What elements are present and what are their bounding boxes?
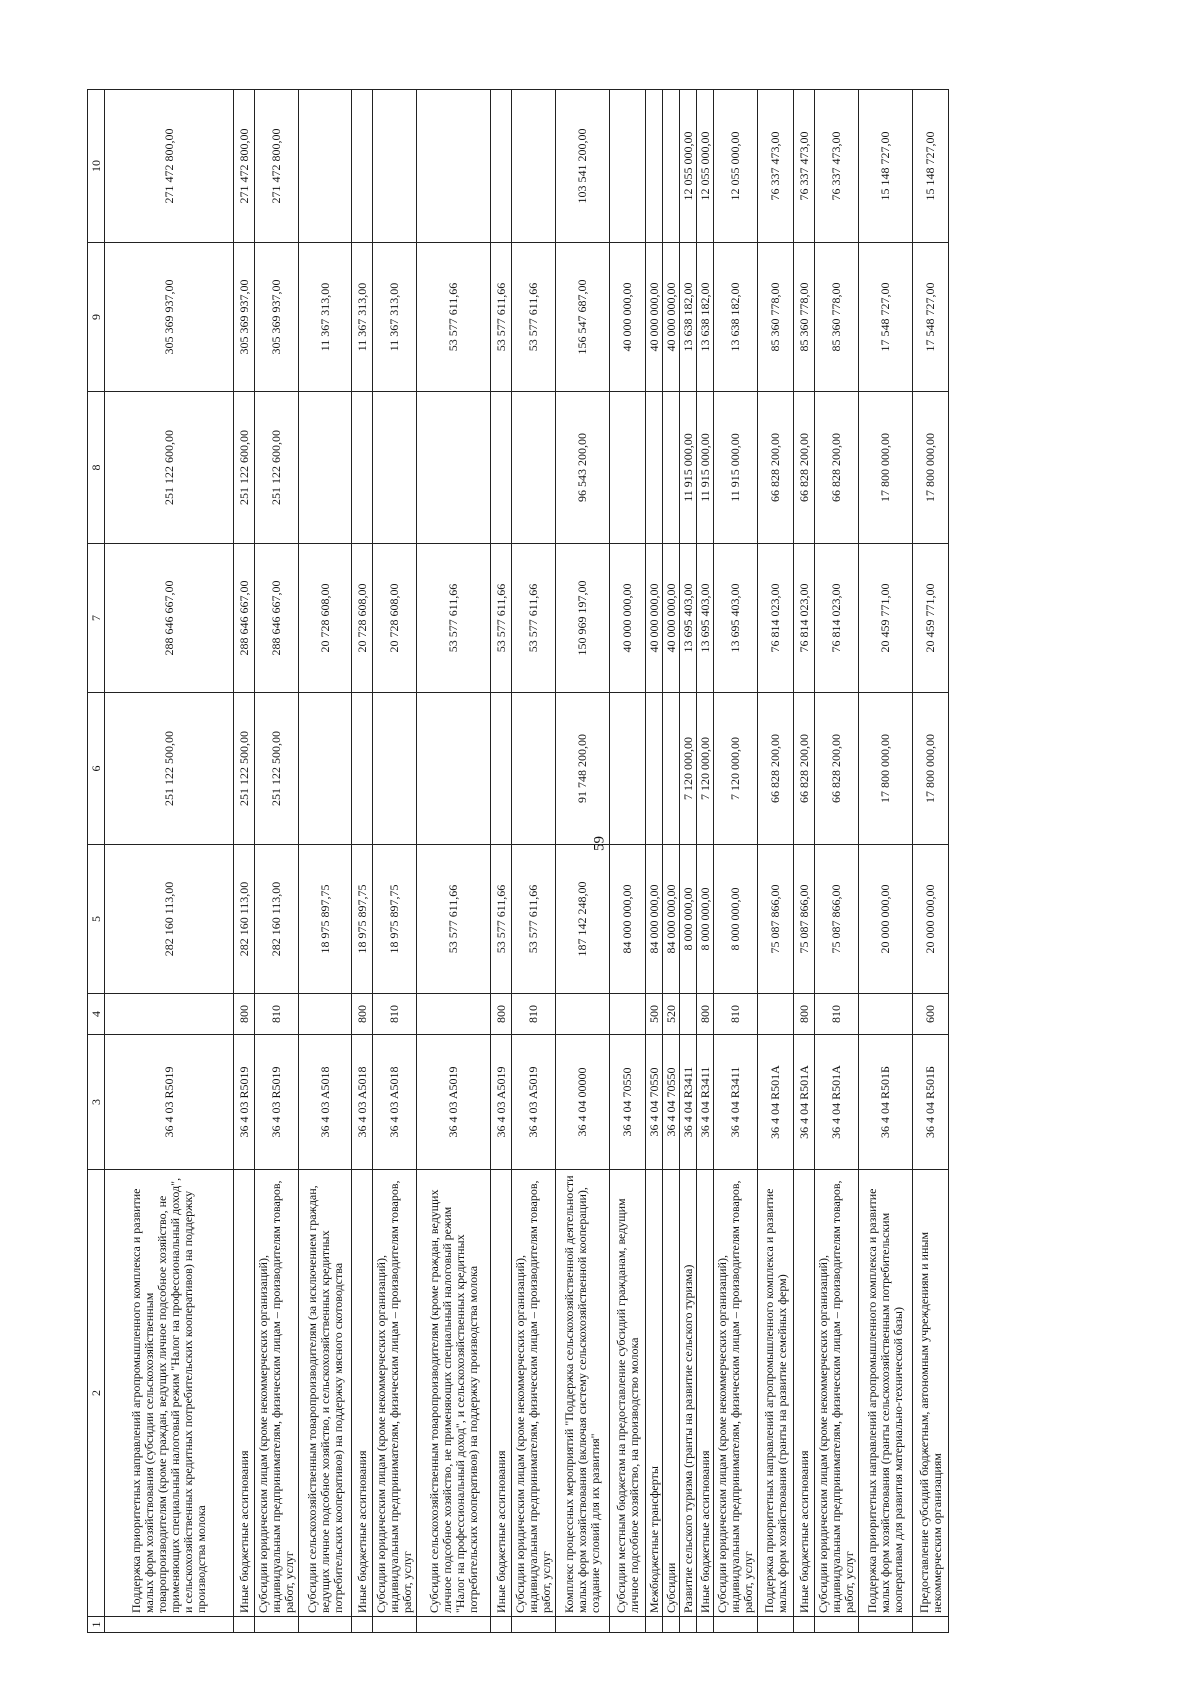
- row-expense-type: 600: [913, 994, 949, 1035]
- table-row: [417, 90, 491, 1633]
- header-cell: 6: [88, 693, 105, 845]
- row-value-col5: 18 975 897,75: [299, 845, 352, 994]
- row-description: Субсидии юридическим лицам (кроме некоммерческих организаций), индивидуальным предпринимателям, физическим лицам – производителям товаров, работ, услуг: [373, 1170, 417, 1617]
- row-description: Поддержка приоритетных направлений агропромышленного комплекса и развитие малых форм хозяйствования (гранты сельскохозяйственным потребительским кооперативам для развития материально-технической базы): [859, 1170, 913, 1617]
- row-value-col6: 251 122 500,00: [105, 693, 234, 845]
- row-description: Субсидии юридическим лицам (кроме некоммерческих организаций), индивидуальным предпринимателям, физическим лицам – производителям товаров, работ, услуг: [512, 1170, 556, 1617]
- row-value-col10: [417, 90, 491, 243]
- row-value-col7: 40 000 000,00: [610, 544, 646, 693]
- row-budget-code: 36 4 04 70550: [663, 1035, 680, 1170]
- row-value-col10: [663, 90, 680, 243]
- row-value-col10: 12 055 000,00: [714, 90, 758, 243]
- row-value-col7: 288 646 667,00: [234, 544, 255, 693]
- row-value-col9: 11 367 313,00: [299, 243, 352, 392]
- row-budget-code: 36 4 03 R5019: [255, 1035, 299, 1170]
- row-budget-code: 36 4 04 R501A: [794, 1035, 815, 1170]
- row-value-col8: 11 915 000,00: [697, 392, 714, 544]
- row-description: Иные бюджетные ассигнования: [234, 1170, 255, 1617]
- row-value-col5: 8 000 000,00: [680, 845, 697, 994]
- row-value-col10: 103 541 200,00: [556, 90, 610, 243]
- row-index-cell: [646, 1617, 663, 1633]
- row-index-cell: [714, 1617, 758, 1633]
- row-value-col8: 251 122 600,00: [234, 392, 255, 544]
- row-value-col8: [299, 392, 352, 544]
- row-expense-type: 520: [663, 994, 680, 1035]
- row-value-col8: 17 800 000,00: [859, 392, 913, 544]
- row-value-col7: 53 577 611,66: [417, 544, 491, 693]
- row-value-col7: 76 814 023,00: [794, 544, 815, 693]
- row-value-col9: 13 638 182,00: [697, 243, 714, 392]
- row-value-col7: 13 695 403,00: [680, 544, 697, 693]
- row-description: Развитие сельского туризма (гранты на развитие сельского туризма): [680, 1170, 697, 1617]
- row-description: Иные бюджетные ассигнования: [794, 1170, 815, 1617]
- budget-table: [87, 89, 949, 1633]
- row-expense-type: 800: [352, 994, 373, 1035]
- row-budget-code: 36 4 03 A5018: [299, 1035, 352, 1170]
- row-value-col8: [352, 392, 373, 544]
- row-value-col5: 84 000 000,00: [663, 845, 680, 994]
- row-expense-type: [417, 994, 491, 1035]
- row-value-col5: 20 000 000,00: [913, 845, 949, 994]
- row-value-col10: 76 337 473,00: [758, 90, 794, 243]
- row-budget-code: 36 4 04 70550: [646, 1035, 663, 1170]
- row-value-col10: [352, 90, 373, 243]
- row-value-col9: 13 638 182,00: [680, 243, 697, 392]
- header-cell: 9: [88, 243, 105, 392]
- row-expense-type: [680, 994, 697, 1035]
- row-value-col5: 18 975 897,75: [352, 845, 373, 994]
- row-value-col5: 8 000 000,00: [697, 845, 714, 994]
- row-budget-code: 36 4 03 A5019: [417, 1035, 491, 1170]
- row-value-col6: 17 800 000,00: [913, 693, 949, 845]
- row-expense-type: 800: [234, 994, 255, 1035]
- row-index-cell: [352, 1617, 373, 1633]
- row-value-col9: 11 367 313,00: [373, 243, 417, 392]
- row-value-col6: [299, 693, 352, 845]
- row-value-col8: 11 915 000,00: [680, 392, 697, 544]
- row-value-col9: 17 548 727,00: [859, 243, 913, 392]
- row-index-cell: [234, 1617, 255, 1633]
- table-row: [680, 90, 697, 1633]
- row-description: Межбюджетные трансферты: [646, 1170, 663, 1617]
- row-budget-code: 36 4 03 A5019: [512, 1035, 556, 1170]
- row-value-col9: 40 000 000,00: [610, 243, 646, 392]
- row-description: Иные бюджетные ассигнования: [352, 1170, 373, 1617]
- row-budget-code: 36 4 03 A5018: [373, 1035, 417, 1170]
- row-value-col6: 7 120 000,00: [714, 693, 758, 845]
- row-value-col9: 305 369 937,00: [234, 243, 255, 392]
- row-value-col7: 20 728 608,00: [352, 544, 373, 693]
- row-value-col10: 15 148 727,00: [859, 90, 913, 243]
- row-value-col8: 66 828 200,00: [815, 392, 859, 544]
- row-index-cell: [299, 1617, 352, 1633]
- row-description: Комплекс процессных мероприятий "Поддержка сельскохозяйственной деятельности малых форм хозяйствования (включая систему сельскохозяйственной кооперации), создание условий для их развития": [556, 1170, 610, 1617]
- row-value-col10: 12 055 000,00: [680, 90, 697, 243]
- table-row: [815, 90, 859, 1633]
- row-index-cell: [556, 1617, 610, 1633]
- row-value-col7: 13 695 403,00: [714, 544, 758, 693]
- row-value-col9: 17 548 727,00: [913, 243, 949, 392]
- table-row: [646, 90, 663, 1633]
- row-index-cell: [417, 1617, 491, 1633]
- row-value-col8: 17 800 000,00: [913, 392, 949, 544]
- row-value-col6: [491, 693, 512, 845]
- row-value-col6: 7 120 000,00: [697, 693, 714, 845]
- row-value-col8: 11 915 000,00: [714, 392, 758, 544]
- row-value-col10: 15 148 727,00: [913, 90, 949, 243]
- row-value-col10: [299, 90, 352, 243]
- row-budget-code: 36 4 04 70550: [610, 1035, 646, 1170]
- row-description: Субсидии местным бюджетам на предоставление субсидий гражданам, ведущим личное подсобное хозяйство, на производство молока: [610, 1170, 646, 1617]
- row-index-cell: [105, 1617, 234, 1633]
- row-value-col8: [417, 392, 491, 544]
- row-expense-type: 800: [491, 994, 512, 1035]
- rotated-page: [87, 90, 1092, 1633]
- row-budget-code: 36 4 04 00000: [556, 1035, 610, 1170]
- row-value-col6: [646, 693, 663, 845]
- row-value-col9: 53 577 611,66: [417, 243, 491, 392]
- page-number: 59: [591, 836, 608, 851]
- row-value-col7: 20 459 771,00: [859, 544, 913, 693]
- row-value-col10: [373, 90, 417, 243]
- row-expense-type: [610, 994, 646, 1035]
- row-value-col10: 12 055 000,00: [697, 90, 714, 243]
- table-row: [610, 90, 646, 1633]
- table-row: [299, 90, 352, 1633]
- row-description: Субсидии юридическим лицам (кроме некоммерческих организаций), индивидуальным предпринимателям, физическим лицам – производителям товаров, работ, услуг: [815, 1170, 859, 1617]
- header-cell: 4: [88, 994, 105, 1035]
- row-value-col5: 75 087 866,00: [815, 845, 859, 994]
- row-budget-code: 36 4 04 R3411: [714, 1035, 758, 1170]
- row-index-cell: [512, 1617, 556, 1633]
- table-row: [105, 90, 234, 1633]
- row-value-col8: [373, 392, 417, 544]
- header-cell: 10: [88, 90, 105, 243]
- row-index-cell: [815, 1617, 859, 1633]
- row-value-col6: 91 748 200,00: [556, 693, 610, 845]
- row-value-col6: 66 828 200,00: [794, 693, 815, 845]
- row-value-col7: 288 646 667,00: [105, 544, 234, 693]
- row-value-col6: [610, 693, 646, 845]
- row-value-col10: 271 472 800,00: [234, 90, 255, 243]
- row-value-col9: 85 360 778,00: [815, 243, 859, 392]
- row-value-col6: 251 122 500,00: [255, 693, 299, 845]
- row-index-cell: [255, 1617, 299, 1633]
- row-expense-type: 810: [512, 994, 556, 1035]
- table-row: [697, 90, 714, 1633]
- row-budget-code: 36 4 04 R501A: [758, 1035, 794, 1170]
- row-budget-code: 36 4 04 R501A: [815, 1035, 859, 1170]
- row-expense-type: 810: [815, 994, 859, 1035]
- row-value-col10: 271 472 800,00: [105, 90, 234, 243]
- row-value-col7: 20 459 771,00: [913, 544, 949, 693]
- table-row: [758, 90, 794, 1633]
- row-value-col5: 282 160 113,00: [255, 845, 299, 994]
- row-value-col8: [646, 392, 663, 544]
- row-budget-code: 36 4 04 R3411: [697, 1035, 714, 1170]
- row-value-col6: [663, 693, 680, 845]
- row-value-col8: [663, 392, 680, 544]
- row-expense-type: [299, 994, 352, 1035]
- row-expense-type: 500: [646, 994, 663, 1035]
- row-value-col7: 288 646 667,00: [255, 544, 299, 693]
- row-index-cell: [758, 1617, 794, 1633]
- row-value-col10: 271 472 800,00: [255, 90, 299, 243]
- row-value-col9: 11 367 313,00: [352, 243, 373, 392]
- row-value-col9: 40 000 000,00: [663, 243, 680, 392]
- row-value-col10: 76 337 473,00: [815, 90, 859, 243]
- table-row: [663, 90, 680, 1633]
- header-cell: 7: [88, 544, 105, 693]
- row-value-col9: 85 360 778,00: [794, 243, 815, 392]
- row-value-col7: 40 000 000,00: [646, 544, 663, 693]
- row-budget-code: 36 4 03 A5019: [491, 1035, 512, 1170]
- table-row: [255, 90, 299, 1633]
- row-value-col10: [491, 90, 512, 243]
- header-cell: 2: [88, 1170, 105, 1617]
- row-value-col5: 8 000 000,00: [714, 845, 758, 994]
- row-value-col6: [417, 693, 491, 845]
- row-value-col9: 53 577 611,66: [491, 243, 512, 392]
- row-value-col8: 96 543 200,00: [556, 392, 610, 544]
- row-index-cell: [663, 1617, 680, 1633]
- row-budget-code: 36 4 03 R5019: [105, 1035, 234, 1170]
- row-value-col9: 40 000 000,00: [646, 243, 663, 392]
- row-description: Субсидии: [663, 1170, 680, 1617]
- header-row: [88, 90, 105, 1633]
- row-value-col9: 156 547 687,00: [556, 243, 610, 392]
- row-value-col5: 84 000 000,00: [646, 845, 663, 994]
- row-value-col5: 187 142 248,00: [556, 845, 610, 994]
- row-expense-type: 800: [697, 994, 714, 1035]
- table-row: [234, 90, 255, 1633]
- row-expense-type: 810: [255, 994, 299, 1035]
- header-cell: 1: [88, 1617, 105, 1633]
- row-value-col6: 66 828 200,00: [815, 693, 859, 845]
- row-value-col7: 40 000 000,00: [663, 544, 680, 693]
- row-value-col6: 66 828 200,00: [758, 693, 794, 845]
- row-value-col7: 20 728 608,00: [299, 544, 352, 693]
- row-index-cell: [610, 1617, 646, 1633]
- row-index-cell: [859, 1617, 913, 1633]
- row-value-col7: 76 814 023,00: [815, 544, 859, 693]
- row-value-col7: 20 728 608,00: [373, 544, 417, 693]
- row-index-cell: [373, 1617, 417, 1633]
- row-value-col5: 282 160 113,00: [234, 845, 255, 994]
- row-value-col7: 76 814 023,00: [758, 544, 794, 693]
- row-expense-type: [556, 994, 610, 1035]
- header-cell: 5: [88, 845, 105, 994]
- table-row: [556, 90, 610, 1633]
- table-row: [859, 90, 913, 1633]
- row-budget-code: 36 4 03 R5019: [234, 1035, 255, 1170]
- row-description: Поддержка приоритетных направлений агропромышленного комплекса и развитие малых форм хозяйствования (субсидии сельскохозяйственным товаропроизводителям (кроме граждан, ведущих личное подсобное хозяйство, не применяющих специальный налоговый режим "Налог на профессиональный доход", и сельскохозяйственных кредитных потребительских кооперативов) на поддержку производства молока: [105, 1170, 234, 1617]
- row-value-col5: 53 577 611,66: [512, 845, 556, 994]
- row-value-col6: [512, 693, 556, 845]
- row-description: Иные бюджетные ассигнования: [697, 1170, 714, 1617]
- row-expense-type: [758, 994, 794, 1035]
- row-value-col5: 75 087 866,00: [758, 845, 794, 994]
- row-expense-type: 810: [714, 994, 758, 1035]
- row-description: Субсидии сельскохозяйственным товаропроизводителям (кроме граждан, ведущих личное подсобное хозяйство, не применяющих специальный налоговый режим "Налог на профессиональный доход", и сельскохозяйственных кредитных потребительских кооперативов) на поддержку производства молока: [417, 1170, 491, 1617]
- table-row: [373, 90, 417, 1633]
- row-index-cell: [794, 1617, 815, 1633]
- row-value-col8: [512, 392, 556, 544]
- row-value-col8: 66 828 200,00: [758, 392, 794, 544]
- row-expense-type: 810: [373, 994, 417, 1035]
- row-value-col5: 53 577 611,66: [491, 845, 512, 994]
- row-value-col10: [610, 90, 646, 243]
- row-description: Иные бюджетные ассигнования: [491, 1170, 512, 1617]
- row-budget-code: 36 4 04 R3411: [680, 1035, 697, 1170]
- row-budget-code: 36 4 04 R501Б: [913, 1035, 949, 1170]
- row-value-col8: 251 122 600,00: [255, 392, 299, 544]
- row-value-col8: [610, 392, 646, 544]
- row-expense-type: [859, 994, 913, 1035]
- table-row: [794, 90, 815, 1633]
- row-description: Поддержка приоритетных направлений агропромышленного комплекса и развитие малых форм хозяйствования (гранты на развитие семейных ферм): [758, 1170, 794, 1617]
- row-value-col5: 282 160 113,00: [105, 845, 234, 994]
- table-row: [512, 90, 556, 1633]
- row-description: Субсидии юридическим лицам (кроме некоммерческих организаций), индивидуальным предпринимателям, физическим лицам – производителям товаров, работ, услуг: [714, 1170, 758, 1617]
- row-value-col10: [512, 90, 556, 243]
- header-cell: 8: [88, 392, 105, 544]
- row-value-col5: 53 577 611,66: [417, 845, 491, 994]
- row-value-col6: 7 120 000,00: [680, 693, 697, 845]
- row-value-col10: [646, 90, 663, 243]
- row-value-col9: 53 577 611,66: [512, 243, 556, 392]
- row-value-col9: 13 638 182,00: [714, 243, 758, 392]
- row-value-col5: 20 000 000,00: [859, 845, 913, 994]
- row-description: Субсидии юридическим лицам (кроме некоммерческих организаций), индивидуальным предпринимателям, физическим лицам – производителям товаров, работ, услуг: [255, 1170, 299, 1617]
- row-value-col5: 75 087 866,00: [794, 845, 815, 994]
- row-value-col8: 66 828 200,00: [794, 392, 815, 544]
- table-row: [491, 90, 512, 1633]
- row-index-cell: [913, 1617, 949, 1633]
- row-value-col5: 84 000 000,00: [610, 845, 646, 994]
- row-index-cell: [697, 1617, 714, 1633]
- row-value-col8: 251 122 600,00: [105, 392, 234, 544]
- row-value-col6: [373, 693, 417, 845]
- row-index-cell: [491, 1617, 512, 1633]
- row-value-col6: [352, 693, 373, 845]
- table-row: [714, 90, 758, 1633]
- row-value-col5: 18 975 897,75: [373, 845, 417, 994]
- row-budget-code: 36 4 03 A5018: [352, 1035, 373, 1170]
- row-value-col7: 53 577 611,66: [512, 544, 556, 693]
- row-value-col6: 17 800 000,00: [859, 693, 913, 845]
- row-value-col7: 53 577 611,66: [491, 544, 512, 693]
- row-index-cell: [680, 1617, 697, 1633]
- row-value-col9: 305 369 937,00: [255, 243, 299, 392]
- row-value-col9: 85 360 778,00: [758, 243, 794, 392]
- row-value-col7: 13 695 403,00: [697, 544, 714, 693]
- row-budget-code: 36 4 04 R501Б: [859, 1035, 913, 1170]
- row-description: Предоставление субсидий бюджетным, автономным учреждениям и иным некоммерческим организациям: [913, 1170, 949, 1617]
- row-description: Субсидии сельскохозяйственным товаропроизводителям (за исключением граждан, ведущих личное подсобное хозяйство, и сельскохозяйственных кредитных потребительских кооперативов) на поддержку мясного скотоводства: [299, 1170, 352, 1617]
- row-expense-type: 800: [794, 994, 815, 1035]
- row-value-col6: 251 122 500,00: [234, 693, 255, 845]
- row-value-col9: 305 369 937,00: [105, 243, 234, 392]
- row-value-col7: 150 969 197,00: [556, 544, 610, 693]
- table-body: [88, 90, 949, 1633]
- row-value-col10: 76 337 473,00: [794, 90, 815, 243]
- row-expense-type: [105, 994, 234, 1035]
- table-row: [913, 90, 949, 1633]
- row-value-col8: [491, 392, 512, 544]
- table-row: [352, 90, 373, 1633]
- header-cell: 3: [88, 1035, 105, 1170]
